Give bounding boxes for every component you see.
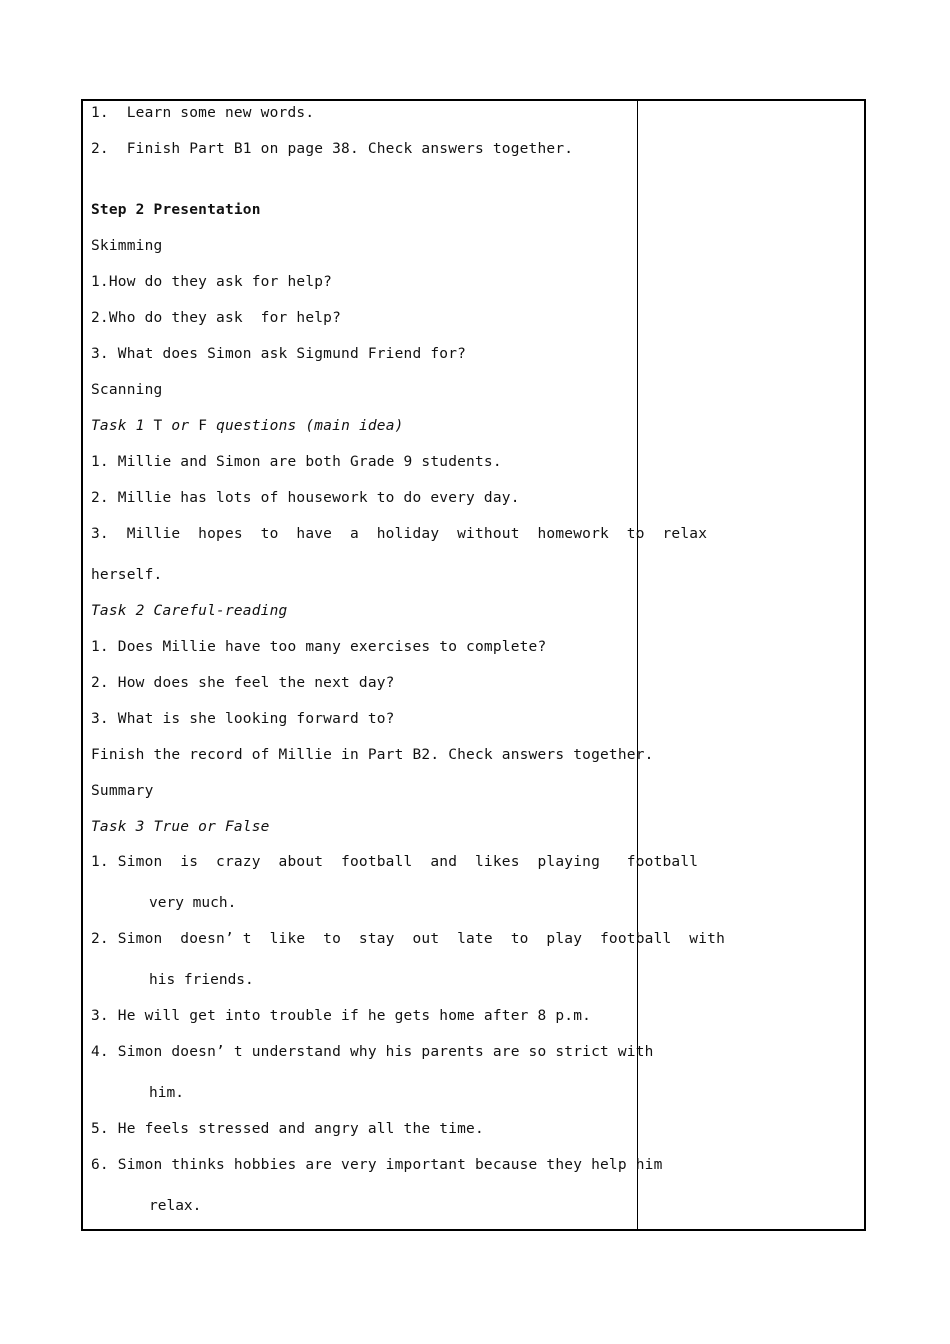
task3-item-3: 3. He will get into trouble if he gets home after 8 p.m. bbox=[91, 1008, 592, 1024]
task2-item-3: 3. What is she looking forward to? bbox=[91, 711, 395, 727]
scanning-heading: Scanning bbox=[91, 382, 163, 398]
finish-record-text: Finish the record of Millie in Part B2. Check answers together. bbox=[91, 747, 654, 763]
task2-heading: Task 2 Careful-reading bbox=[91, 603, 288, 619]
task1-f: F bbox=[189, 418, 217, 434]
lesson-table bbox=[81, 99, 866, 1231]
task3-item-4: 4. Simon doesn’ t understand why his parents are so strict with bbox=[91, 1044, 654, 1060]
step1-item-2: 2. Finish Part B1 on page 38. Check answers together. bbox=[91, 141, 574, 157]
task1-label: Task 1 bbox=[91, 418, 145, 434]
task3-item-6-cont: relax. bbox=[149, 1198, 202, 1214]
task2-item-1: 1. Does Millie have too many exercises to complete? bbox=[91, 639, 547, 655]
task3-item-4-cont: him. bbox=[149, 1085, 184, 1101]
task3-item-1: 1. Simon is crazy about football and likes playing football bbox=[91, 854, 699, 870]
step1-item-1: 1. Learn some new words. bbox=[91, 105, 315, 121]
task1-item-2: 2. Millie has lots of housework to do every day. bbox=[91, 490, 520, 506]
task1-item-3: 3. Millie hopes to have a holiday without homework to relax bbox=[91, 526, 708, 542]
task2-item-2: 2. How does she feel the next day? bbox=[91, 675, 395, 691]
skimming-heading: Skimming bbox=[91, 238, 163, 254]
task1-t: T bbox=[144, 418, 172, 434]
task1-item-3-cont: herself. bbox=[91, 567, 163, 583]
task3-heading: Task 3 True or False bbox=[91, 819, 270, 835]
task3-item-1-cont: very much. bbox=[149, 895, 237, 911]
task1-desc: questions (main idea) bbox=[216, 418, 404, 434]
task3-item-6: 6. Simon thinks hobbies are very important because they help him bbox=[91, 1157, 663, 1173]
skimming-question-2: 2.Who do they ask for help? bbox=[91, 310, 342, 326]
skimming-question-3: 3. What does Simon ask Sigmund Friend for? bbox=[91, 346, 467, 362]
notes-cell bbox=[639, 101, 864, 1229]
task3-item-5: 5. He feels stressed and angry all the time. bbox=[91, 1121, 484, 1137]
step2-heading: Step 2 Presentation bbox=[91, 202, 261, 218]
skimming-question-1: 1.How do they ask for help? bbox=[91, 274, 333, 290]
summary-heading: Summary bbox=[91, 783, 154, 799]
task3-item-2-cont: his friends. bbox=[149, 972, 254, 988]
task1-heading bbox=[91, 418, 404, 434]
task1-item-1: 1. Millie and Simon are both Grade 9 students. bbox=[91, 454, 502, 470]
task3-item-2: 2. Simon doesn’ t like to stay out late to play football with bbox=[91, 931, 726, 947]
task1-or: or bbox=[171, 418, 190, 434]
